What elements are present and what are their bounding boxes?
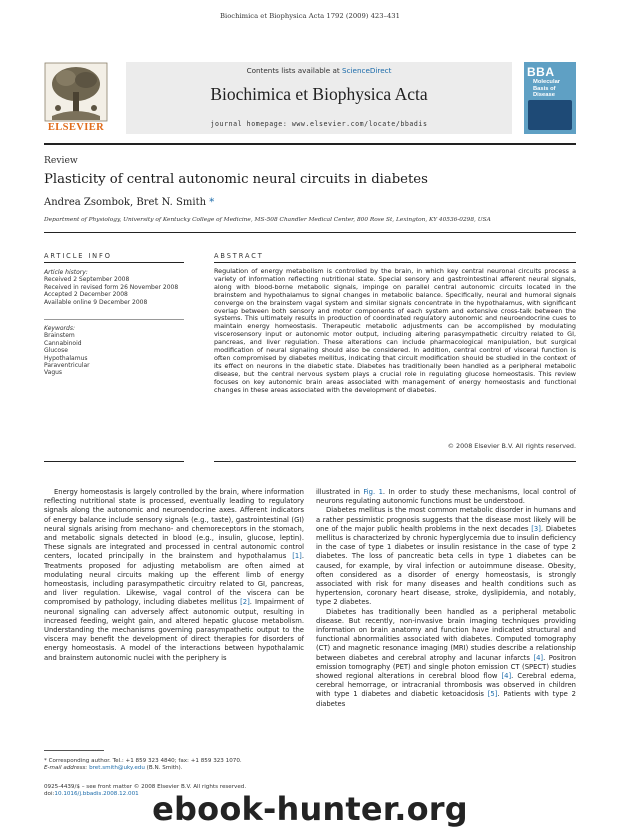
cover-subtitle: Molecular Basis of Disease xyxy=(533,79,561,99)
journal-title: Biochimica et Biophysica Acta xyxy=(210,84,428,104)
abstract-heading: ABSTRACT xyxy=(214,252,264,260)
body-paragraph: Diabetes has traditionally been handled as a peripheral metabolic disease. But recently, non-invasive brain imaging techniques providing information on brain anatomy and function have indicated structural and functional abnormalities associated with diabetes. Computed tomography (CT) and magnetic resonance imaging (MRI) studies describe a relationship between diabetes and cerebral atrophy and lacunar infarcts [4]. Positron emission tomography (PET) and single photon emission CT (SPECT) studies showed regional alterations in cerebral blood flow [4]. Cerebral edema, cerebral hemorrage, or intracranial thrombosis was observed in children with type 1 diabetes and diabetic ketoacidosis [5]. Patients with type 2 diabetes xyxy=(316,607,576,708)
contents-prefix: Contents lists available at xyxy=(246,66,343,75)
body-paragraph: illustrated in Fig. 1. In order to study these mechanisms, local control of neurons regulating autonomic functions must be understood. xyxy=(316,488,576,506)
info-divider xyxy=(44,319,184,320)
keyword: Hypothalamus xyxy=(44,354,88,362)
history-item: Received in revised form 26 November 2008 xyxy=(44,283,179,291)
watermark: ebook-hunter.org xyxy=(152,790,468,827)
history-item: Available online 9 December 2008 xyxy=(44,298,148,306)
citation-link[interactable]: [4] xyxy=(501,672,512,681)
abstract-copyright: © 2008 Elsevier B.V. All rights reserved. xyxy=(447,442,576,450)
figure-link[interactable]: Fig. 1 xyxy=(363,488,383,496)
doi-line: doi:10.1016/j.bbadis.2008.12.001 xyxy=(44,791,139,797)
citation-link[interactable]: [5] xyxy=(487,690,498,699)
keyword: Cannabinoid xyxy=(44,339,82,347)
footnote-rule xyxy=(44,750,104,751)
abstract-text: Regulation of energy metabolism is controlled by the brain, in which key central neuronal circuits process a variety of information reflecting nutritional state. Special sensory and gastrointestinal afferent neural signals, along with blood-borne metabolic signals, impinge on parallel central autonomic circuits located in the brainstem and hypothalamus to signal changes in metabolic balance. Specifically, neural and humoral signals converge on the brainstem vagal system and similar signals concentrate in the hypothalamus, with significant overlap between both sensory and motor components of each system and extensive cross-talk between the systems. This ultimately results in production of coordinated regulatory autonomic and neuroendocrine cues to maintain energy homeostasis. Therapeutic metabolic adjustments can be accomplished by modulating viscerosensory input or autonomic motor output, including altering parasympathetic circuitry related to GI, pancreas, and liver regulation. These alterations can include pharmacological manipulation, but surgical modification of neural signaling should also be considered. In addition, central control of visceral function is often compromised by diabetes mellitus, indicating that circuit modification should be studied in the context of its effect on neurons in the diabetic state. Diabetes has traditionally been handled as a peripheral metabolic disease, but the central nervous system plays a crucial role in regulating glucose homeostasis. This review focuses on key autonomic brain areas associated with management of energy homeostasis and functional changes in these areas associated with the development of diabetes. xyxy=(214,268,576,394)
keywords-label: Keywords: xyxy=(44,325,75,332)
body-paragraph: Energy homeostasis is largely controlled by the brain, where information reflecting nutritional state is processed, eventually leading to regulatory signals along the autonomic and neuroendocrine axes. Afferent indicators of energy balance include sensory signals (e.g., taste), gastrointestinal (GI) neural signals arising from mechano- and chemoreceptors in the stomach, and metabolic signals detected in blood (e.g., insulin, glucose, leptin). These signals are integrated and processed in central autonomic control centers, located principally in the brainstem and hypothalamus [1]. Treatments proposed for adjusting metabolism are often aimed at modulating neural circuits making up the efferent limb of energy homeostasis, including parasympathetic circuitry related to GI, pancreas, and liver regulation. Likewise, vagal control of the viscera can be compromised by pathology, including diabetes mellitus [2]. Impairment of neuronal signaling can adversely affect autonomic output, resulting in increased feeding, weight gain, and altered hepatic glucose metabolism. Understanding the mechanisms governing parasympathetic output to the viscera may benefit the development of direct therapies for disorders of energy homeostasis. A model of the interactions between hypothalamic and brainstem autonomic nuclei with the periphery is xyxy=(44,488,304,662)
article-type: Review xyxy=(44,155,78,166)
keywords-block xyxy=(44,325,184,377)
journal-cover-image xyxy=(524,62,576,134)
journal-masthead xyxy=(44,62,576,140)
article-title: Plasticity of central autonomic neural circuits in diabetes xyxy=(44,172,428,187)
sciencedirect-link[interactable]: ScienceDirect xyxy=(342,66,392,75)
article-info-rule xyxy=(44,262,184,263)
abstract-rule xyxy=(214,262,576,263)
body-paragraph: Diabetes mellitus is the most common metabolic disorder in humans and a rather pessimistic prognosis suggests that the disease most likely will be one of the major public health problems in the next decades [3]. Diabetes mellitus is characterized by chronic hyperglycemia due to insulin deficiency in the case of type 1 diabetes or insulin resistance in the case of type 2 diabetes. The loss of pancreatic beta cells in type 1 diabetes can be caused, for example, by viral infection or autoimmune disease. Obesity, often considered as a disorder of energy homeostasis, is strongly associated with risk for many diseases and health conditions such as hypertension, coronary heart disease, stroke, dyslipidemia, and notably, type 2 diabetes. xyxy=(316,506,576,607)
citation-link[interactable]: [2] xyxy=(240,598,250,607)
info-bottom-rule xyxy=(44,461,184,462)
corresponding-author-mark[interactable]: * xyxy=(209,197,215,208)
citation-link[interactable]: [4] xyxy=(533,653,544,662)
body-column-left xyxy=(44,488,304,744)
keyword: Brainstem xyxy=(44,332,75,340)
doi-link[interactable]: 10.1016/j.bbadis.2008.12.001 xyxy=(54,791,139,797)
citation-link[interactable]: [1] xyxy=(292,552,302,561)
contents-line xyxy=(126,66,512,75)
cover-artwork xyxy=(528,100,572,130)
author-names: Andrea Zsombok, Bret N. Smith xyxy=(44,197,207,208)
article-history xyxy=(44,269,184,306)
journal-homepage[interactable]: journal homepage: www.elsevier.com/locate/bbadis xyxy=(210,120,428,128)
article-info-heading: ARTICLE INFO xyxy=(44,252,112,260)
corresponding-author-footnote xyxy=(44,758,304,772)
history-item: Received 2 September 2008 xyxy=(44,276,130,284)
cover-bba-title: BBA xyxy=(527,65,555,79)
issn-line: 0925-4439/$ – see front matter © 2008 Elsevier B.V. All rights reserved. xyxy=(44,784,247,790)
footnote-email-line: E-mail address: bret.smith@uky.edu (B.N. Smith). xyxy=(44,765,183,771)
abstract-bottom-rule xyxy=(214,461,576,462)
footnote-contact: * Corresponding author. Tel.: +1 859 323 4840; fax: +1 859 323 1070. xyxy=(44,758,242,764)
elsevier-wordmark: ELSEVIER xyxy=(47,122,105,133)
journal-citation: Biochimica et Biophysica Acta 1792 (2009) 423–431 xyxy=(220,12,400,20)
history-label: Article history: xyxy=(44,269,88,276)
history-item: Accepted 2 December 2008 xyxy=(44,291,128,299)
keyword: Glucose xyxy=(44,347,68,355)
author-affiliation: Department of Physiology, University of Kentucky College of Medicine, MS-508 Chandler Medical Center, 800 Rose St, Lexington, KY 40536-0298, USA xyxy=(44,217,491,223)
email-link[interactable]: bret.smith@uky.edu xyxy=(89,765,145,771)
body-column-right xyxy=(316,488,576,748)
journal-banner xyxy=(126,62,512,134)
author-list xyxy=(44,197,214,208)
masthead-rule xyxy=(44,143,576,145)
keyword: Vagus xyxy=(44,369,63,377)
keyword: Paraventricular xyxy=(44,362,90,370)
citation-link[interactable]: [3] xyxy=(531,524,541,533)
header-divider xyxy=(44,232,576,233)
